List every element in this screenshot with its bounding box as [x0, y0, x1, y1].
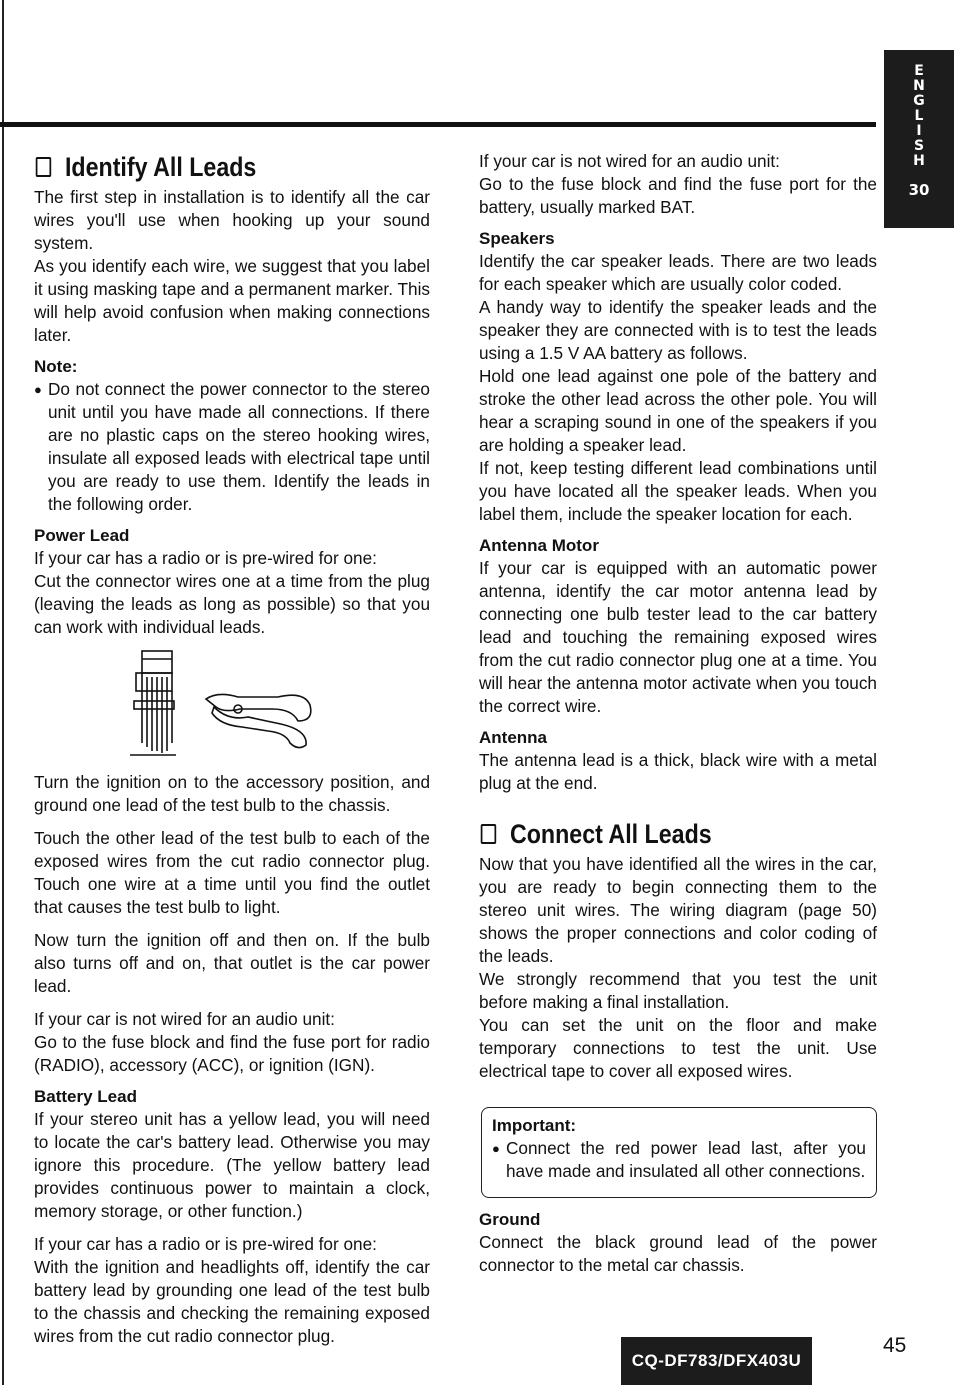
tab-letter: E	[914, 63, 924, 79]
paragraph: We strongly recommend that you test the unit before making a final installation.	[479, 969, 877, 1012]
paragraph: Cut the connector wires one at a time from the plug (leaving the leads as long as possible) so that you can work with individual leads.	[34, 571, 430, 637]
section-number: 30	[908, 181, 930, 199]
language-tab-letters	[884, 50, 954, 169]
important-bullet-text: Connect the red power lead last, after you have made and insulated all other connections.	[506, 1138, 866, 1181]
paragraph: If not, keep testing different lead combinations until you have located all the speaker leads. When you label them, include the speaker location for each.	[479, 458, 877, 524]
connector-and-cutter-illustration	[34, 647, 430, 759]
wire-connector-cutter-icon	[128, 647, 358, 759]
page-number: 45	[883, 1334, 907, 1357]
tab-letter: N	[913, 78, 925, 94]
paragraph: The first step in installation is to identify all the car wires you'll use when hooking up your sound system.	[34, 187, 430, 253]
paragraph: If your car is not wired for an audio unit:	[479, 151, 780, 171]
right-column	[479, 150, 877, 1277]
model-number-badge: CQ-DF783/DFX403U	[621, 1337, 812, 1385]
paragraph: If your car is equipped with an automatic power antenna, identify the car motor antenna lead by connecting one bulb tester lead to the car battery lead and touching the remaining exposed wires from the cut radio connector plug one at a time. You will hear the antenna motor activate when you touch the correct wire.	[479, 558, 877, 716]
identify-title-text: Identify All Leads	[64, 152, 257, 182]
note-bullet-text: Do not connect the power connector to the stereo unit until you have made all connections. If there are no plastic caps on the stereo hooking wires, insulate all exposed leads with electrical tape until you are ready to use them. Identify the leads in the following order.	[48, 379, 430, 514]
note-heading: Note:	[34, 357, 78, 376]
identify-title	[34, 150, 375, 184]
left-column	[34, 150, 430, 1348]
paragraph: A handy way to identify the speaker leads and the speaker they are connected with is to test the leads using a 1.5 V AA battery as follows.	[479, 297, 877, 363]
connect-title-text: Connect All Leads	[509, 819, 712, 849]
paragraph: Identify the car speaker leads. There are two leads for each speaker which are usually color coded.	[479, 251, 877, 294]
bullet-dot-icon: ●	[34, 382, 42, 397]
paragraph: If your car is not wired for an audio unit:	[34, 1009, 335, 1029]
paragraph: With the ignition and headlights off, identify the car battery lead by grounding one lead of the test bulb to the chassis and checking the remaining exposed wires from the cut radio connector plug.	[34, 1257, 430, 1346]
tab-letter: S	[913, 138, 925, 154]
paragraph: If your car has a radio or is pre-wired for one:	[34, 1234, 377, 1254]
left-margin-rule	[2, 0, 4, 1385]
checkbox-bullet-icon	[36, 157, 51, 177]
tab-letter: L	[914, 108, 924, 124]
checkbox-bullet-icon	[481, 824, 496, 844]
tab-letter: H	[913, 153, 925, 169]
battery-lead-heading: Battery Lead	[34, 1087, 137, 1106]
header-rule	[0, 122, 876, 127]
paragraph: As you identify each wire, we suggest that you label it using masking tape and a permanent marker. This will help avoid confusion when making connections later.	[34, 256, 430, 345]
paragraph: If your car has a radio or is pre-wired for one:	[34, 548, 377, 568]
connect-title	[479, 817, 821, 851]
important-box	[481, 1107, 877, 1198]
speakers-heading: Speakers	[479, 229, 555, 248]
antenna-heading: Antenna	[479, 728, 547, 747]
ground-heading: Ground	[479, 1210, 541, 1229]
paragraph: Now turn the ignition off and then on. If the bulb also turns off and on, that outlet is the car power lead.	[34, 930, 430, 996]
paragraph: Hold one lead against one pole of the battery and stroke the other lead across the other pole. You will hear a scraping sound in one of the speakers if you are holding a speaker lead.	[479, 366, 877, 455]
bullet-dot-icon: ●	[492, 1141, 500, 1156]
important-bullet	[492, 1137, 866, 1183]
paragraph: If your stereo unit has a yellow lead, you will need to locate the car's battery lead. Otherwise you may ignore this procedure. (The yellow battery lead provides continuous power to maintain a clock, memory storage, or other function.)	[34, 1109, 430, 1221]
language-tab	[884, 50, 954, 228]
paragraph: Touch the other lead of the test bulb to each of the exposed wires from the cut radio connector plug. Touch one wire at a time until you find the outlet that causes the test bulb to light.	[34, 828, 430, 917]
power-lead-heading: Power Lead	[34, 526, 130, 545]
tab-letter: G	[913, 93, 925, 109]
antenna-motor-heading: Antenna Motor	[479, 536, 599, 555]
paragraph: Go to the fuse block and find the fuse port for the battery, usually marked BAT.	[479, 174, 877, 217]
paragraph: Now that you have identified all the wires in the car, you are ready to begin connecting them to the stereo unit wires. The wiring diagram (page 50) shows the proper connections and color coding of the leads.	[479, 854, 877, 966]
paragraph: Connect the black ground lead of the power connector to the metal car chassis.	[479, 1232, 877, 1275]
paragraph: Go to the fuse block and find the fuse port for radio (RADIO), accessory (ACC), or ignition (IGN).	[34, 1032, 430, 1075]
paragraph: Turn the ignition on to the accessory position, and ground one lead of the test bulb to the chassis.	[34, 772, 430, 815]
tab-letter: I	[916, 123, 922, 139]
paragraph: The antenna lead is a thick, black wire with a metal plug at the end.	[479, 750, 877, 793]
important-heading: Important:	[492, 1116, 577, 1135]
paragraph: You can set the unit on the floor and make temporary connections to test the unit. Use electrical tape to cover all exposed wires.	[479, 1015, 877, 1081]
note-bullet	[34, 378, 430, 516]
